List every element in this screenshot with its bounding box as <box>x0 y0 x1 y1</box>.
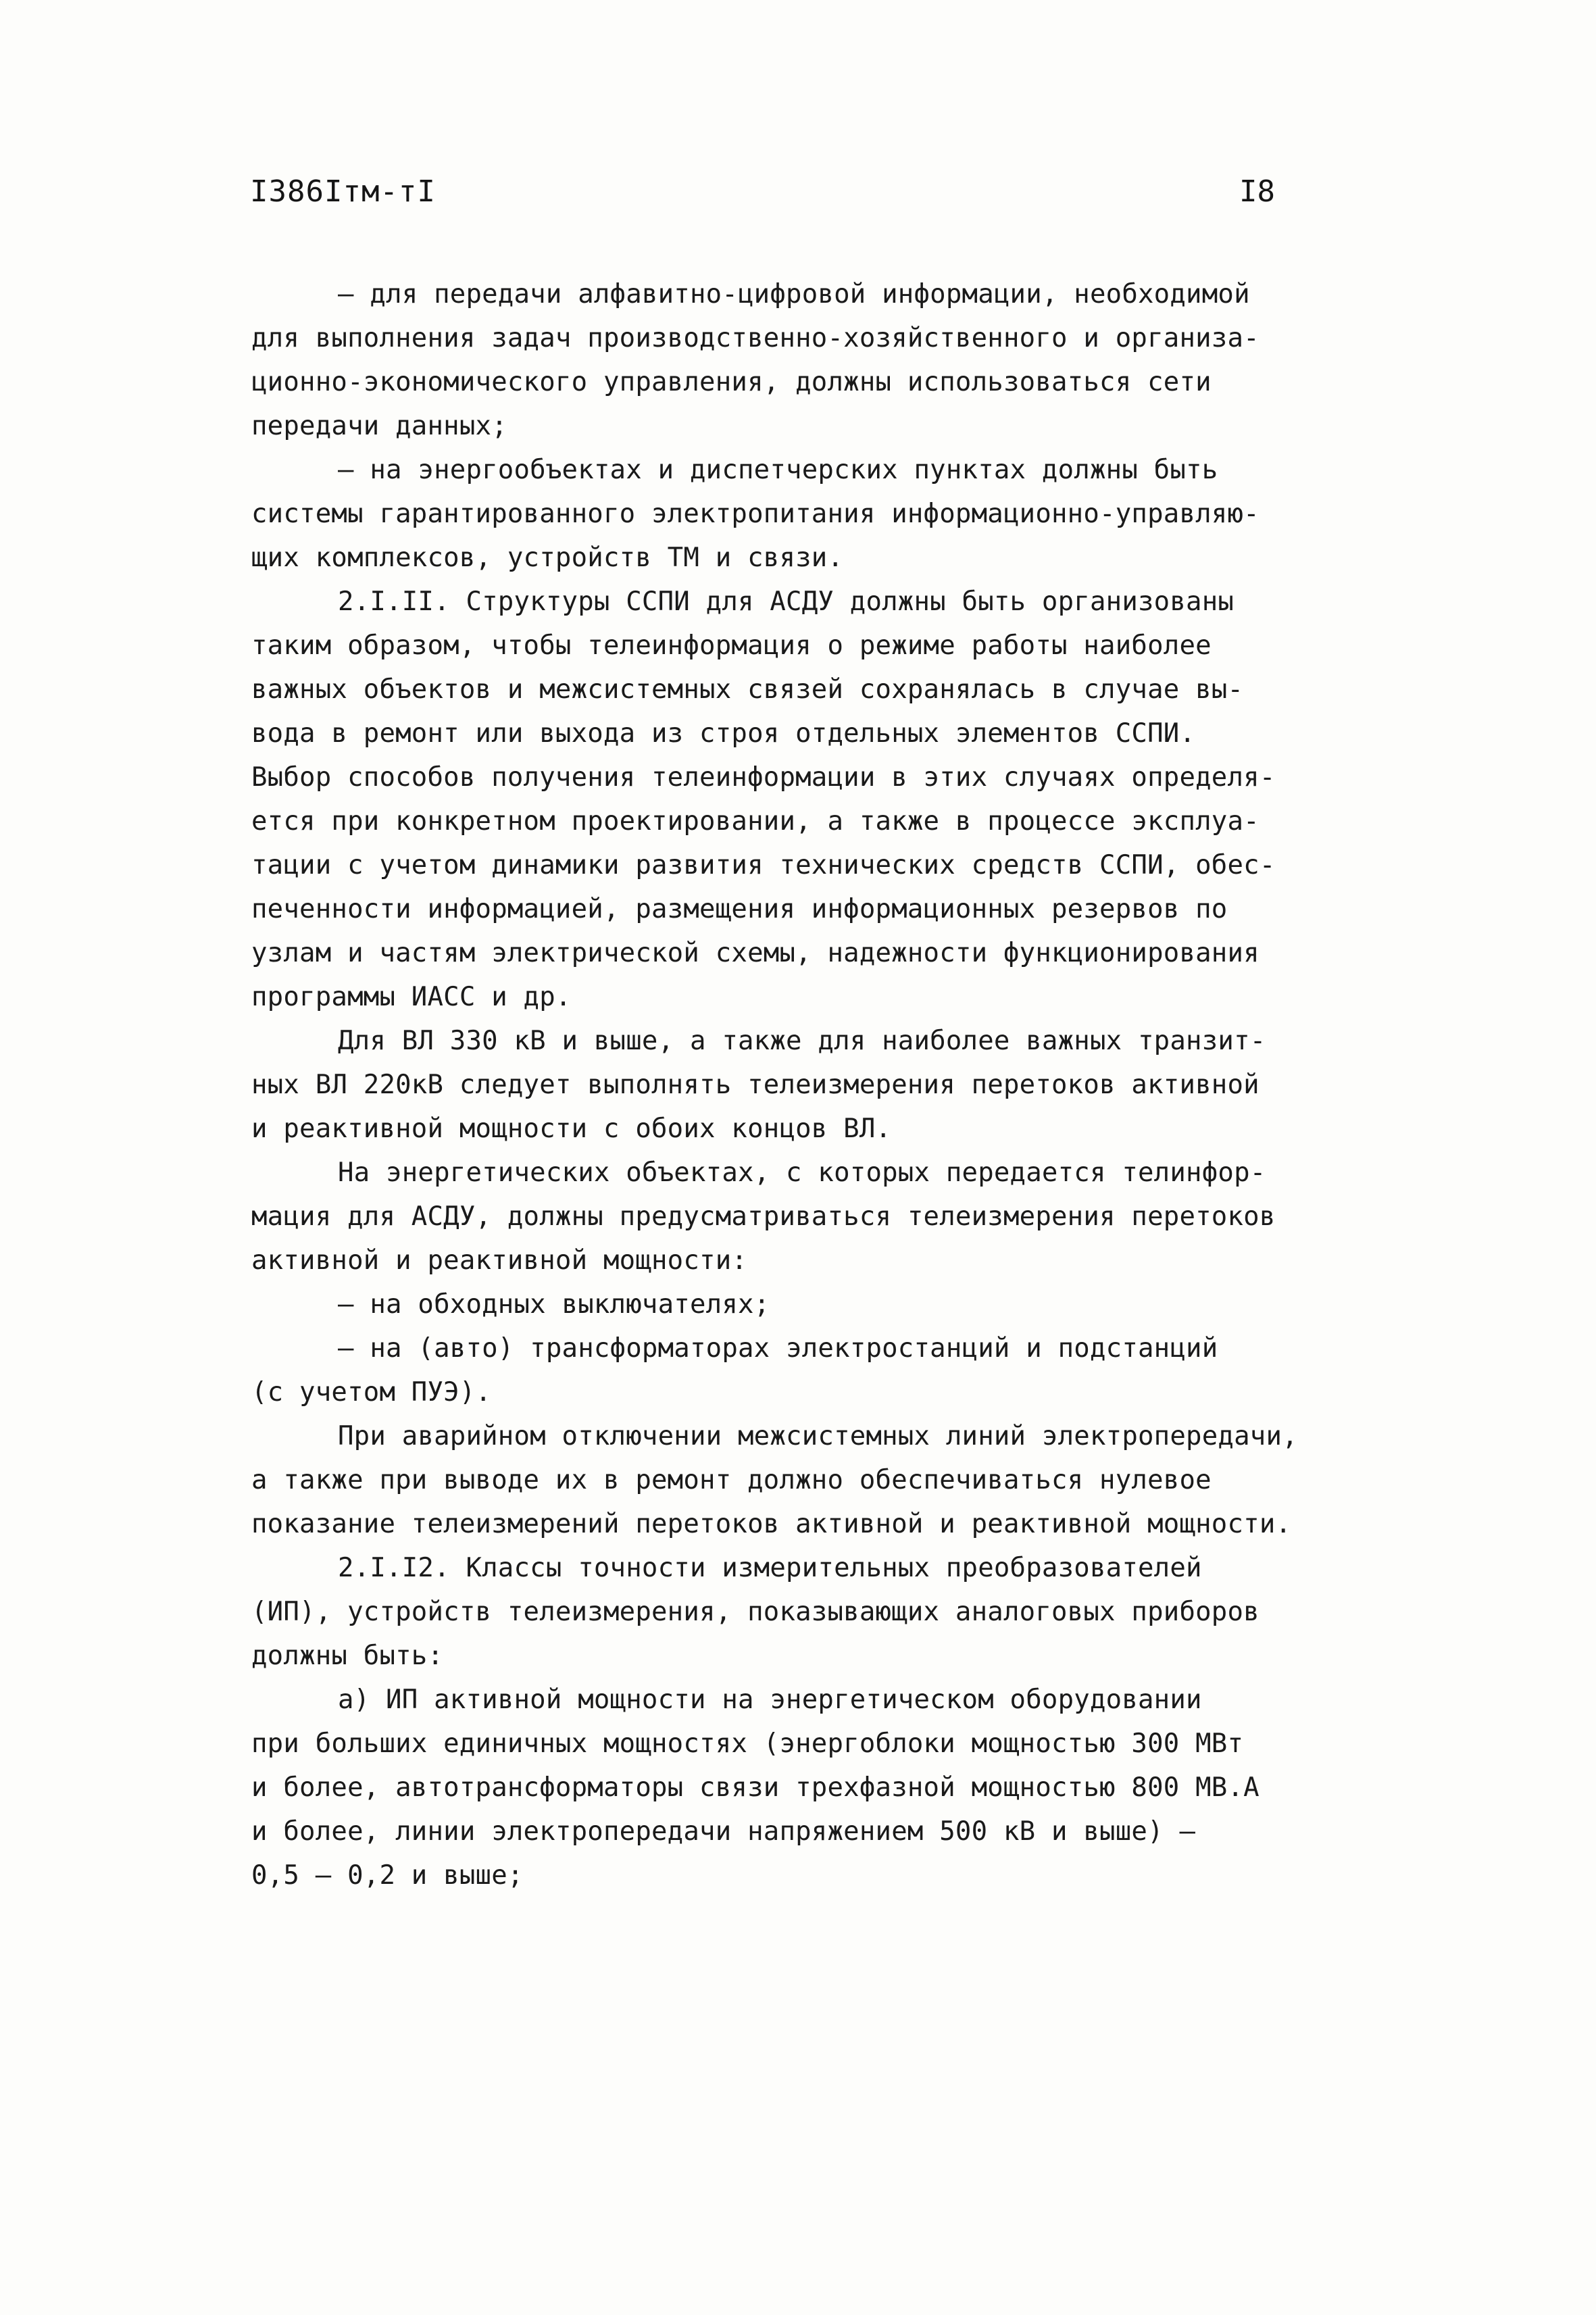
text-line: 2.I.II. Структуры ССПИ для АСДУ должны быть организованы <box>338 587 1235 617</box>
text-line: важных объектов и межсистемных связей сохранялась в случае вы- <box>251 674 1244 705</box>
text-line: а также при выводе их в ремонт должно обеспечиваться нулевое <box>251 1465 1212 1495</box>
text-line: 0,5 – 0,2 и выше; <box>251 1860 524 1891</box>
text-line: ных ВЛ 220кВ следует выполнять телеизмерения перетоков активной <box>251 1070 1260 1100</box>
document-code: I386Iтм-тI <box>250 174 436 209</box>
text-line: На энергетических объектах, с которых передается телинфор- <box>338 1158 1266 1188</box>
text-line: системы гарантированного электропитания информационно-управляю- <box>251 499 1260 529</box>
text-line: и реактивной мощности с обоих концов ВЛ. <box>251 1114 892 1144</box>
text-line: печенности информацией, размещения информационных резервов по <box>251 894 1228 924</box>
text-line: ционно-экономического управления, должны использоваться сети <box>251 367 1212 397</box>
text-line: передачи данных; <box>251 411 507 441</box>
text-line: и более, автотрансформаторы связи трехфазной мощностью 800 МВ.А <box>251 1772 1260 1803</box>
text-line: Выбор способов получения телеинформации в этих случаях определя- <box>251 762 1276 793</box>
text-line: (с учетом ПУЭ). <box>251 1377 492 1408</box>
text-line: для выполнения задач производственно-хозяйственного и организа- <box>251 323 1260 353</box>
text-line: – на обходных выключателях; <box>338 1289 770 1320</box>
text-line: узлам и частям электрической схемы, надежности функционирования <box>251 938 1260 968</box>
text-line: показание телеизмерений перетоков активной и реактивной мощности. <box>251 1509 1292 1539</box>
text-line: ется при конкретном проектировании, а также в процессе эксплуа- <box>251 806 1260 837</box>
page-number: I8 <box>1239 174 1275 209</box>
text-line: – на (авто) трансформаторах электростанций и подстанций <box>338 1333 1218 1364</box>
text-line: активной и реактивной мощности: <box>251 1245 748 1276</box>
text-line: (ИП), устройств телеизмерения, показывающих аналоговых приборов <box>251 1597 1260 1627</box>
text-line: 2.I.I2. Классы точности измерительных преобразователей <box>338 1553 1202 1583</box>
text-line: щих комплексов, устройств ТМ и связи. <box>251 543 844 573</box>
text-line: При аварийном отключении межсистемных линий электропередачи, <box>338 1421 1298 1451</box>
text-line: должны быть: <box>251 1641 444 1671</box>
text-line: при больших единичных мощностях (энергоблоки мощностью 300 МВт <box>251 1728 1244 1759</box>
text-line: вода в ремонт или выхода из строя отдельных элементов ССПИ. <box>251 718 1196 749</box>
text-line: – для передачи алфавитно-цифровой информации, необходимой <box>338 279 1250 309</box>
text-line: программы ИАСС и др. <box>251 982 572 1012</box>
text-line: – на энергообъектах и диспетчерских пунктах должны быть <box>338 455 1218 485</box>
text-line: а) ИП активной мощности на энергетическом оборудовании <box>338 1685 1202 1715</box>
text-line: и более, линии электропередачи напряжением 500 кВ и выше) – <box>251 1816 1196 1847</box>
text-line: Для ВЛ 330 кВ и выше, а также для наиболее важных транзит- <box>338 1026 1266 1056</box>
text-line: таким образом, чтобы телеинформация о режиме работы наиболее <box>251 630 1212 661</box>
text-line: мация для АСДУ, должны предусматриваться телеизмерения перетоков <box>251 1201 1276 1232</box>
text-line: тации с учетом динамики развития технических средств ССПИ, обес- <box>251 850 1276 880</box>
